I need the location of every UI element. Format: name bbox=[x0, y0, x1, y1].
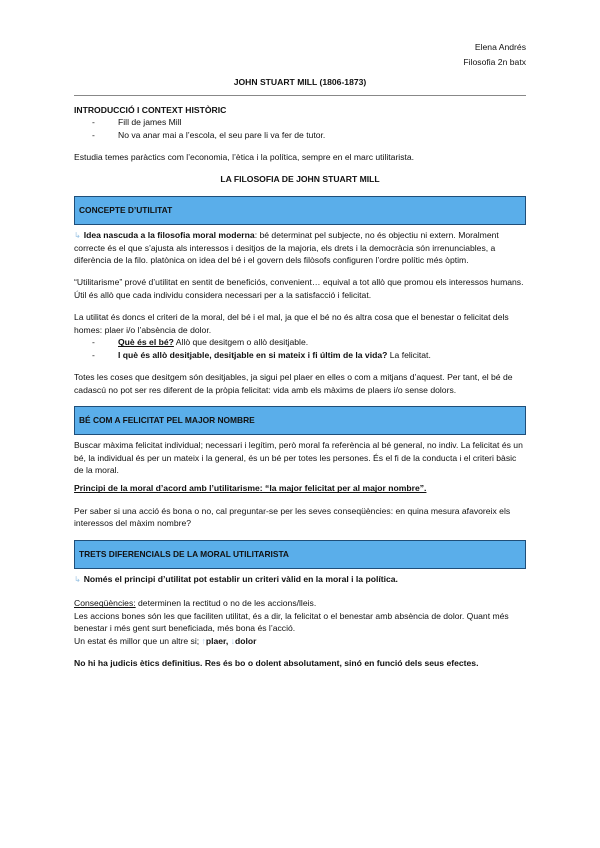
course-name: Filosofia 2n batx bbox=[463, 56, 526, 67]
intro-list bbox=[74, 116, 526, 141]
author-name: Elena Andrés bbox=[474, 42, 526, 52]
title-divider bbox=[74, 95, 526, 96]
utilitarian-principle: Principi de la moral d’acord amb l’utilitarisme: “la major felicitat per al major nombre”. bbox=[74, 483, 427, 494]
intro-bullet: - No va anar mai a l’escola, el seu pare li va fer de tutor. bbox=[118, 129, 526, 141]
pain-word: dolor bbox=[235, 635, 257, 646]
bold-lead: Idea nascuda a la filosofia moral moderna bbox=[83, 229, 255, 240]
be-paragraph-2: Per saber si una acció és bona o no, cal preguntar-se per les seves conseqüències: en quina mesura afavoreix els interessos del màxim nombre? bbox=[74, 505, 511, 529]
philosophy-title: LA FILOSOFIA DE JOHN STUART MILL bbox=[220, 174, 380, 185]
state-text: Un estat és millor que un altre si; bbox=[74, 635, 200, 646]
bold-statement: Només el principi d’utilitat pot establir un criteri vàlid en la moral i la política. bbox=[83, 573, 398, 584]
document-title: JOHN STUART MILL (1806-1873) bbox=[233, 77, 367, 88]
trets-paragraph-1 bbox=[74, 573, 526, 586]
section-box-be: BÉ COM A FELICITAT PEL MAJOR NOMBRE bbox=[74, 406, 526, 435]
answer-text: La felicitat. bbox=[387, 349, 431, 360]
trets-conclusion bbox=[74, 657, 526, 669]
arrow-up-icon: ↑ bbox=[201, 635, 206, 646]
concepte-paragraph-4: Totes les coses que desitgem són desitjables, ja sigui pel plaer en elles o com a mitjans d’aquest. Per tant, el bé de cadascú no pot ser res diferent de la pròpia felicitat: vida amb els màxims de plaers i/o sense dolors. bbox=[74, 372, 513, 395]
concepte-paragraph-3: La utilitat és doncs el criteri de la moral, del bé i el mal, ja que el bé no és altra cosa que el benestar o felicitat dels homes: plaer i/o l’absència de dolor. bbox=[74, 312, 509, 335]
concepte-questions bbox=[74, 336, 526, 361]
arrow-down-icon: ↓ bbox=[230, 635, 235, 646]
header-block bbox=[74, 40, 526, 69]
paragraph-text: : bé determinat pel subjecte, no és objectiu ni extern. Moralment correcte és el que s’ajusta als interessos i desitjos de la majoria, els drets i la democràcia són irrenunciables, a diferència de la filo. platònica on idea del bé i el govern dels filòsofs configuren l’ordre polític més òptim. bbox=[74, 229, 499, 265]
concepte-paragraph-1 bbox=[74, 229, 526, 267]
consequences-text: determinen la rectitud o no de les accions/lleis. bbox=[135, 598, 317, 609]
consequences-line bbox=[74, 597, 526, 609]
pleasure-word: plaer, bbox=[205, 635, 229, 646]
arrow-icon: ↳ bbox=[74, 230, 81, 240]
document-page bbox=[74, 40, 526, 670]
section-box-concepte: CONCEPTE D’UTILITAT bbox=[74, 196, 526, 225]
concepte-paragraph-2: “Utilitarisme” prové d’utilitat en sentit de beneficiós, convenient… equival a tot allò que promou els interessos humans. Útil és allò que cada individu considera necessari per a la satisfacció i felicitat. bbox=[74, 277, 524, 300]
arrow-icon: ↳ bbox=[74, 574, 81, 584]
be-paragraph-1: Buscar màxima felicitat individual; necessari i legítim, però moral fa referència al bé general, no indiv. La felicitat és un bé, la individual és per un mateix i la general, és un bé per totes les persones. És el fi de la conducta i el criteri bàsic de la moral. bbox=[74, 440, 523, 475]
section-box-trets: TRETS DIFERENCIALS DE LA MORAL UTILITARISTA bbox=[74, 540, 526, 569]
intro-paragraph: Estudia temes paràctics com l’economia, l’ètica i la política, sempre en el marc utilitarista. bbox=[74, 152, 415, 163]
answer-text: Allò que desitgem o allò desitjable. bbox=[173, 337, 309, 348]
consequences-label: Conseqüències: bbox=[74, 598, 136, 609]
question-bold: Què és el bé? bbox=[118, 337, 174, 348]
trets-paragraph-3 bbox=[74, 635, 526, 647]
question-item bbox=[118, 349, 526, 361]
intro-heading: INTRODUCCIÓ I CONTEXT HISTÒRIC bbox=[74, 104, 227, 115]
intro-bullet: - Fill de james Mill bbox=[118, 116, 526, 128]
question-bold: I què és allò desitjable, desitjable en si mateix i fi últim de la vida? bbox=[118, 349, 388, 360]
question-item bbox=[118, 336, 526, 348]
trets-paragraph-2: Les accions bones són les que faciliten utilitat, és a dir, la felicitat o el benestar amb absència de dolor. Quant més benestar i més gent surt beneficiada, més bona és l’acció. bbox=[74, 610, 509, 634]
conclusion-bold: No hi ha judicis ètics definitius. Res és bo o dolent absolutament, sinó en funció dels seus efectes. bbox=[74, 658, 479, 669]
